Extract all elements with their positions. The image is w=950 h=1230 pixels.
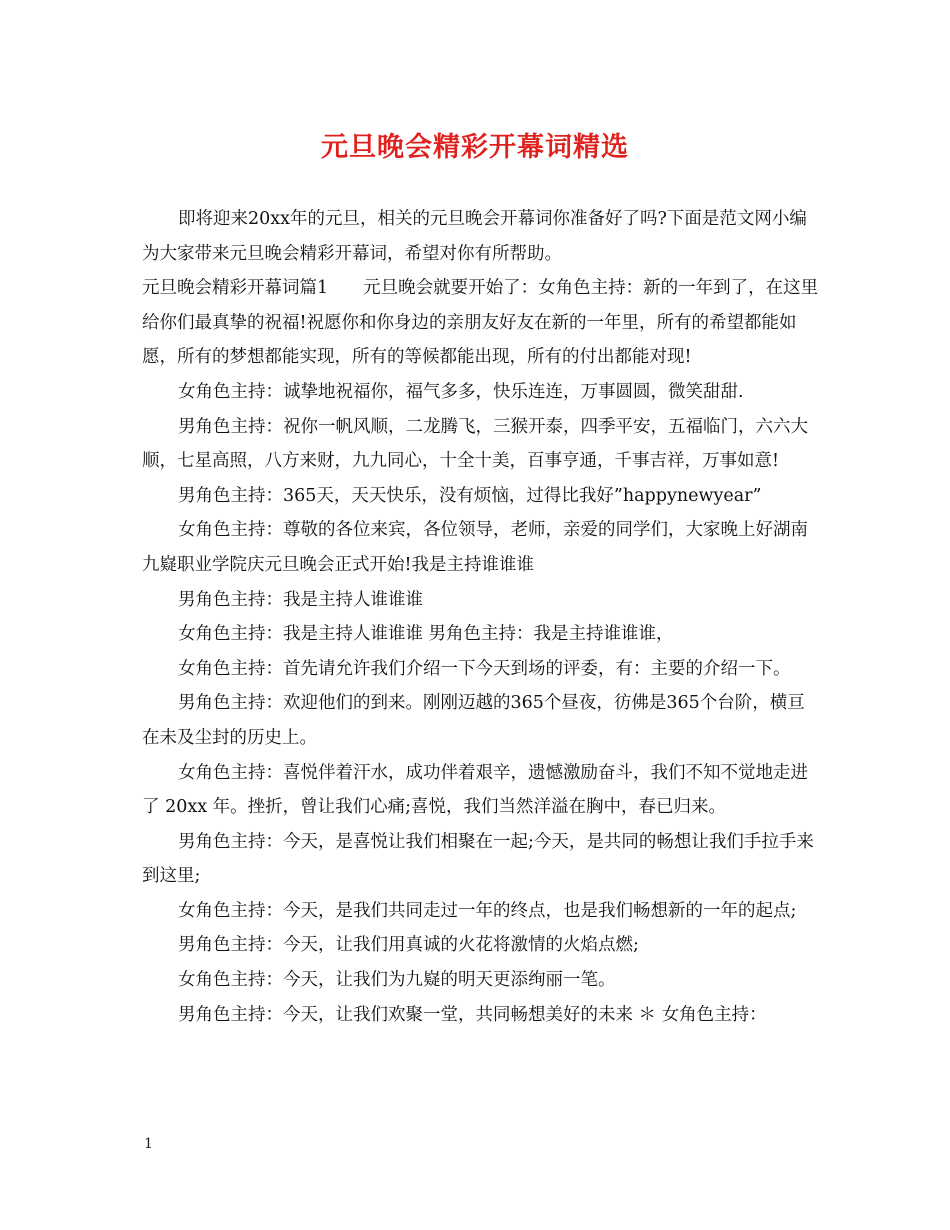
paragraph: 女角色主持：我是主持人谁谁谁 男角色主持：我是主持谁谁谁，	[178, 624, 674, 645]
page-number: 1	[144, 1136, 153, 1152]
paragraph: 男角色主持：欢迎他们的到来。刚刚迈越的365个昼夜，彷佛是365个台阶，横亘在未及尘封的历史上。	[142, 693, 805, 748]
paragraph: 男角色主持：今天，是喜悦让我们相聚在一起;今天，是共同的畅想让我们手拉手来到这里;	[142, 831, 814, 887]
paragraph: 即将迎来20xx年的元旦，相关的元旦晚会开幕词你准备好了吗?下面是范文网小编为大家带来元旦晚会精彩开幕词，希望对你有所帮助。	[142, 209, 807, 264]
document-title: 元旦晚会精彩开幕词精选	[321, 132, 629, 163]
paragraph: 男角色主持：祝你一帆风顺，二龙腾飞，三猴开泰，四季平安，五福临门，六六大顺，七星高照，八方来财，九九同心，十全十美，百事亨通，千事吉祥，万事如意!	[142, 416, 808, 472]
paragraph: 男角色主持：我是主持人谁谁谁	[178, 589, 423, 610]
paragraph: 男角色主持：今天，让我们用真诚的火花将激情的火焰点燃;	[178, 935, 639, 956]
paragraph: 女角色主持：喜悦伴着汗水，成功伴着艰辛，遗憾激励奋斗，我们不知不觉地走进了 20xx 年。挫折，曾让我们心痛;喜悦，我们当然洋溢在胸中，春已归来。	[142, 762, 808, 818]
paragraph: 男角色主持：今天，让我们欢聚一堂，共同畅想美好的未来 ＊ 女角色主持：	[178, 1004, 767, 1025]
paragraph: 女角色主持：首先请允许我们介绍一下今天到场的评委，有：主要的介绍一下。	[178, 658, 791, 679]
document-body	[142, 202, 822, 1032]
paragraph: 男角色主持：365天，天天快乐，没有烦恼，过得比我好”happynewyear”	[178, 485, 762, 506]
paragraph: 女角色主持：今天，是我们共同走过一年的终点，也是我们畅想新的一年的起点;	[178, 900, 797, 921]
paragraph: 女角色主持：今天，让我们为九嶷的明天更添绚丽一笔。	[178, 970, 616, 991]
paragraph: 元旦晚会精彩开幕词篇1 元旦晚会就要开始了：女角色主持：新的一年到了，在这里给你们最真挚的祝福!祝愿你和你身边的亲朋友好友在新的一年里，所有的希望都能如愿，所有的梦想都能实现，所有的等候都能出现，所有的付出都能对现!	[142, 278, 819, 368]
paragraph: 女角色主持：尊敬的各位来宾，各位领导，老师，亲爱的同学们，大家晚上好湖南九嶷职业学院庆元旦晚会正式开始!我是主持谁谁谁	[142, 520, 808, 575]
paragraph: 女角色主持：诚挚地祝福你，福气多多，快乐连连，万事圆圆，微笑甜甜.	[178, 381, 744, 402]
